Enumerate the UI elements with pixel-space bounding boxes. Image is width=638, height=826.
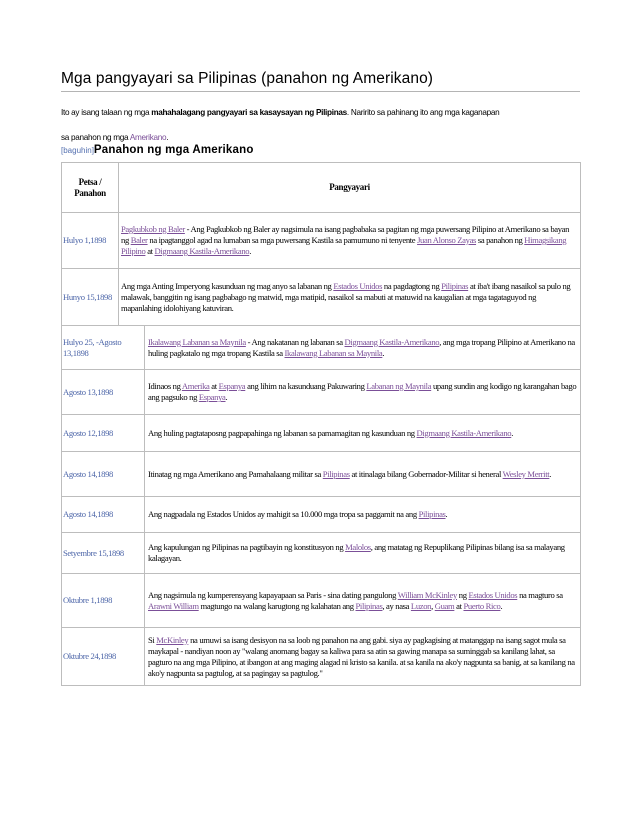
inline-text: at — [145, 246, 155, 256]
inline-link[interactable]: Pilipinas — [418, 509, 446, 519]
inline-text: upang sundin ang kodigo ng karangahan bago ang pagsuko ng — [148, 381, 577, 402]
inline-link[interactable]: Pagkubkob ng Baler — [121, 224, 185, 234]
inline-text: at — [209, 381, 219, 391]
inline-link[interactable]: Luzon — [410, 600, 432, 611]
inline-link[interactable]: Pilipinas — [355, 600, 383, 611]
inline-link[interactable]: Amerika — [181, 381, 210, 391]
intro-line-1 — [61, 100, 580, 125]
event-description — [119, 269, 581, 326]
section-heading-row — [61, 144, 254, 156]
inline-link[interactable]: Himagsikang Pilipino — [121, 235, 567, 256]
inline-text: Ang kapulungan ng Pilipinas na pagtibayin ng konstitusyon ng — [148, 542, 346, 552]
inline-text: na ipagtanggol agad na lumaban sa mga puwersang Kastila sa pamumuno ni tenyente — [147, 235, 418, 245]
inline-text: na umuwi sa isang desisyon na sa loob ng panahon na ang gabi. siya ay pagkagising at matanggap na isang sagot mula sa maykapal - nandiyan noon ay "walang anomang bagay sa kaliwa para sa atin sa gawing manapa sa suminggab sa kanilang lahat, sa pagturo na ang mga Pilipino, at ibangon at ang maging alagad ni kristo sa kanila. at sa kanila na ako'y nagpunta sa banig, at sa kanilang na ako'y nagpunta sa pagtulog, at sa pagingay sa pagtulog." — [148, 634, 575, 678]
inline-text: - Ang nakatanan ng labanan sa — [245, 336, 345, 347]
inline-link[interactable]: Digmaang Kastila-Amerikano — [416, 427, 512, 438]
event-description — [145, 628, 581, 686]
inline-text: Si — [148, 634, 157, 645]
event-description — [145, 533, 581, 574]
inline-link[interactable]: Arawni William — [148, 600, 199, 611]
inline-link[interactable]: Malolos — [345, 542, 371, 552]
inline-link[interactable]: Digmaang Kastila-Amerikano — [154, 246, 250, 256]
intro-end: . — [166, 133, 169, 142]
inline-text: , ang mga tropang Pilipino at Amerikano na huling pagkatalo ng mga tropang Kastila sa — [148, 336, 575, 358]
section-heading: Panahon ng mga Amerikano — [93, 144, 254, 156]
event-date-link[interactable]: Hunyo 15,1898 — [62, 269, 119, 326]
inline-link[interactable]: Juan Alonso Zayas — [417, 235, 477, 245]
inline-text: na pagdagtong ng — [382, 280, 442, 291]
inline-text: , — [431, 600, 435, 611]
inline-text: . — [511, 427, 514, 438]
event-description — [119, 213, 581, 269]
table-row — [62, 574, 581, 628]
event-description — [145, 370, 581, 415]
edit-link[interactable]: [baguhin] — [61, 146, 94, 155]
inline-text: , ay nasa — [382, 600, 411, 611]
event-description — [145, 452, 581, 497]
table-row — [62, 213, 581, 269]
inline-link[interactable]: Ikalawang Labanan sa Maynila — [148, 336, 246, 347]
inline-text: . — [249, 246, 252, 256]
inline-link[interactable]: Guam — [434, 600, 455, 611]
inline-text: , ang matatag ng Repuplikang Pilipinas bilang isa sa malayang kalagayan. — [148, 542, 565, 563]
event-description — [145, 326, 581, 370]
inline-text: Ang mga Anting Imperyong kasunduan ng mag anyo sa labanan ng — [121, 280, 334, 291]
inline-link[interactable]: Estados Unidos — [468, 589, 518, 600]
inline-link[interactable]: Labanan ng Maynila — [366, 381, 432, 391]
table-row — [62, 533, 581, 574]
event-date-link[interactable]: Agosto 12,1898 — [62, 415, 145, 452]
inline-text: at — [454, 600, 464, 611]
table-row — [62, 452, 581, 497]
event-date-link[interactable]: Oktubre 24,1898 — [62, 628, 145, 686]
inline-text: Ang nagsimula ng kumperensyang kapayapaan sa Paris - sina dating pangulong — [148, 589, 398, 600]
amerikano-link[interactable]: Amerikano — [129, 133, 167, 142]
event-date-link[interactable]: Agosto 14,1898 — [62, 452, 145, 497]
inline-link[interactable]: Digmaang Kastila-Amerikano — [344, 336, 440, 347]
inline-text: Ang huling pagtataposng pagpapahinga ng labanan sa pamamagitan ng kasunduan ng — [148, 427, 417, 438]
inline-text: ang lihim na kasunduang Pakuwaring — [245, 381, 367, 391]
intro-text: Ito ay isang talaan ng mga — [61, 108, 152, 117]
inline-text: at iba't ibang nasaikol sa pulo ng malawak, banggitin ng isang pagbabago ng matwid, mga matipid, nasaikol sa mabuti at matuwid na kaugalian at mga tagataguyod ng mapanlahing idolohiyang katuviran. — [121, 280, 571, 313]
inline-text: . — [549, 468, 552, 479]
inline-link[interactable]: Pilipinas — [441, 280, 469, 291]
event-date-link[interactable]: Setyembre 15,1898 — [62, 533, 145, 574]
table-row — [62, 628, 581, 686]
event-date-link[interactable]: Agosto 14,1898 — [62, 497, 145, 533]
inline-text: ng — [456, 589, 469, 600]
inline-text: Ang nagpadala ng Estados Unidos ay mahigit sa 10.000 mga tropa sa paggamit na ang — [148, 509, 419, 519]
inline-text: . — [225, 392, 228, 402]
inline-text: . — [500, 600, 503, 611]
intro-paragraph — [61, 100, 580, 150]
table-row — [62, 370, 581, 415]
inline-text: Idinaos ng — [148, 381, 182, 391]
table-row — [62, 497, 581, 533]
table-row — [62, 415, 581, 452]
inline-link[interactable]: William McKinley — [397, 589, 457, 600]
table-row — [62, 269, 581, 326]
event-date-link[interactable]: Oktubre 1,1898 — [62, 574, 145, 628]
inline-text: . — [445, 509, 448, 519]
inline-text: magtungo na walang karugtong ng kalahatan ang — [198, 600, 356, 611]
event-date-link[interactable]: Agosto 13,1898 — [62, 370, 145, 415]
inline-link[interactable]: Espanya — [218, 381, 246, 391]
inline-link[interactable]: Ikalawang Labanan sa Maynila — [284, 347, 383, 358]
intro-text-2: . Naririto sa pahinang ito ang mga kaganapan — [346, 108, 500, 117]
inline-link[interactable]: Wesley Merritt — [502, 468, 550, 479]
inline-text: . — [382, 347, 385, 358]
events-table — [61, 162, 581, 686]
event-date-link[interactable]: Hulyo 25, -Agosto 13,1898 — [62, 326, 145, 370]
inline-link[interactable]: Pilipinas — [322, 468, 350, 479]
inline-text: - Ang Pagkubkob ng Baler ay nagsimula na isang pagbabaka sa pagitan ng mga puwersang Pilipino at Amerikano sa bayan ng — [121, 224, 570, 245]
event-description — [145, 497, 581, 533]
inline-link[interactable]: Espanya — [198, 392, 226, 402]
inline-link[interactable]: Estados Unidos — [333, 280, 383, 291]
intro-bold-text: mahahalagang pangyayari sa kasaysayan ng Pilipinas — [151, 108, 347, 117]
inline-text: at itinalaga bilang Gobernador-Militar si heneral — [349, 468, 503, 479]
event-date-link[interactable]: Hulyo 1,1898 — [62, 213, 119, 269]
inline-link[interactable]: Baler — [130, 235, 148, 245]
inline-link[interactable]: McKinley — [156, 634, 189, 645]
inline-text: Itinatag ng mga Amerikano ang Pamahalaang militar sa — [148, 468, 323, 479]
table-header-row — [62, 163, 581, 213]
inline-text: na magturo sa — [517, 589, 563, 600]
intro-text-3: sa panahon ng mga — [61, 133, 130, 142]
header-event: Pangyayari — [119, 163, 581, 213]
page-title: Mga pangyayari sa Pilipinas (panahon ng Amerikano) — [61, 70, 580, 92]
table-row — [62, 326, 581, 370]
event-description — [145, 574, 581, 628]
inline-link[interactable]: Puerto Rico — [463, 600, 501, 611]
event-description — [145, 415, 581, 452]
inline-text: sa panahon ng — [476, 235, 525, 245]
header-date: Petsa / Panahon — [62, 163, 119, 213]
